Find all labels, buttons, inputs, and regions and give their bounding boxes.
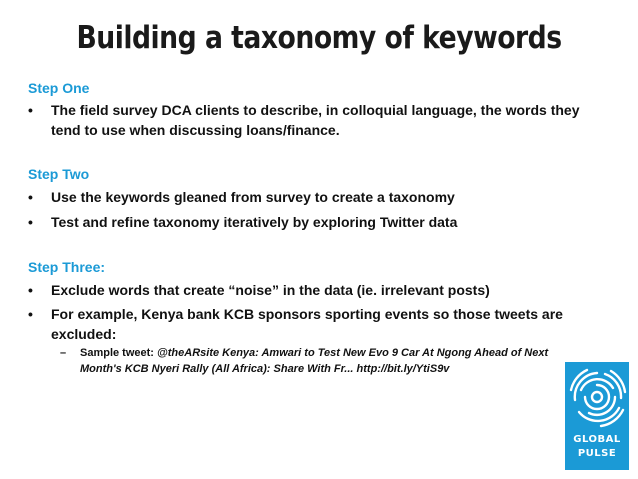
- global-pulse-logo: [565, 362, 629, 470]
- sub-bullet-text: [80, 345, 580, 377]
- sub-bullet-dash: –: [60, 347, 67, 359]
- bullet-dot: •: [28, 306, 33, 322]
- bullet-text: Use the keywords gleaned from survey to create a taxonomy: [51, 189, 455, 205]
- logo-text-pulse: PULSE: [577, 448, 617, 459]
- bullet-item: [28, 187, 588, 207]
- bullet-item: [28, 280, 588, 300]
- bullet-item: [28, 100, 588, 140]
- bullet-dot: •: [28, 189, 33, 205]
- logo-text-global: GLOBAL: [573, 434, 621, 445]
- bullet-text: Test and refine taxonomy iteratively by exploring Twitter data: [51, 214, 458, 230]
- bullet-text: For example, Kenya bank KCB sponsors sporting events so those tweets are excluded:: [51, 306, 563, 342]
- bullet-text: Exclude words that create “noise” in the data (ie. irrelevant posts): [51, 282, 490, 298]
- sample-tweet-text: @theARsite Kenya: Amwari to Test New Evo 9 Car At Ngong Ahead of Next Month's KCB Nyeri Rally (All Africa): Share With Fr... http://bit.ly/YtiS9v: [80, 347, 549, 375]
- bullet-item: [28, 212, 588, 232]
- bullet-dot: •: [28, 102, 33, 118]
- pulse-swirl-icon: [567, 364, 627, 430]
- bullet-dot: •: [28, 282, 33, 298]
- step-one-label: Step One: [28, 80, 90, 96]
- step-three-label: Step Three:: [28, 259, 106, 275]
- slide-title: Building a taxonomy of keywords: [76, 20, 562, 56]
- step-two-label: Step Two: [28, 166, 90, 182]
- sub-bullet-item: [60, 345, 580, 377]
- bullet-dot: •: [28, 214, 33, 230]
- bullet-item: [28, 304, 588, 344]
- bullet-text: The field survey DCA clients to describe, in colloquial language, the words they tend to use when discussing loans/finance.: [51, 102, 580, 138]
- sample-tweet-prefix: Sample tweet:: [80, 347, 154, 359]
